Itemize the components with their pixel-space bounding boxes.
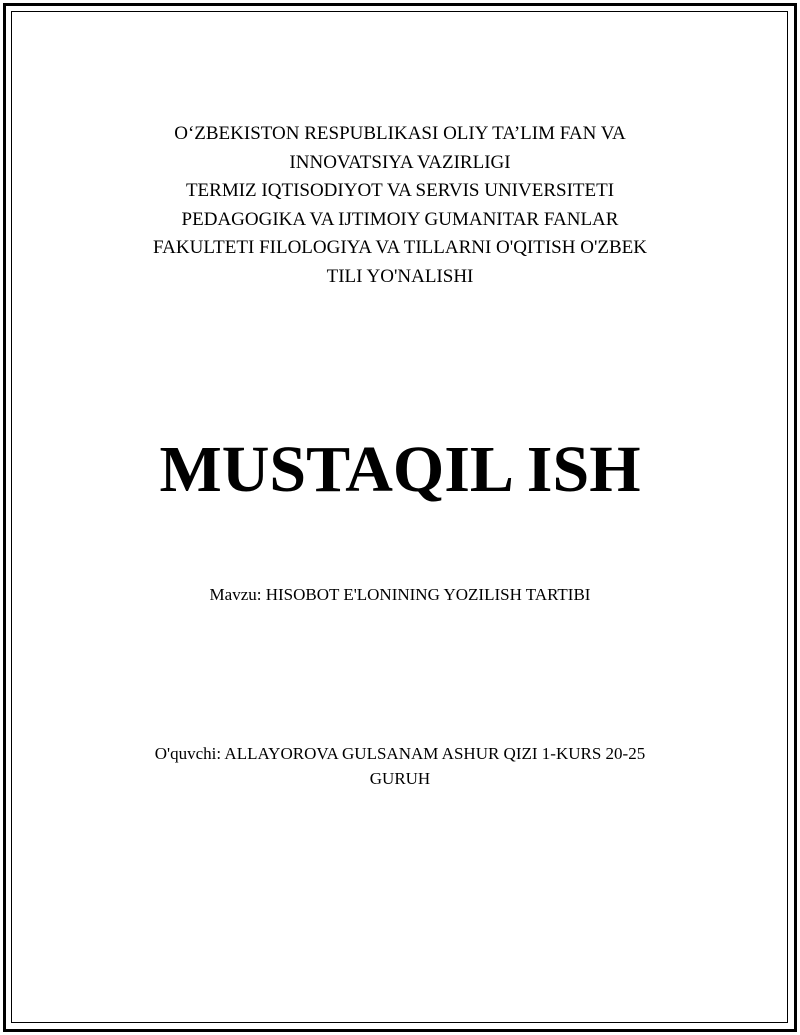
header-line: O‘ZBEKISTON RESPUBLIKASI OLIY TA’LIM FAN VA bbox=[174, 123, 626, 144]
document-title: MUSTAQIL ISH bbox=[159, 433, 641, 506]
student-line: GURUH bbox=[369, 769, 431, 788]
header-line: INNOVATSIYA VAZIRLIGI bbox=[289, 151, 511, 173]
institution-header bbox=[60, 120, 740, 291]
student-line: O'quvchi: ALLAYOROVA GULSANAM ASHUR QIZI 1-KURS 20-25 bbox=[154, 744, 646, 763]
header-line: TILI YO'NALISHI bbox=[326, 265, 474, 287]
header-line: PEDAGOGIKA VA IJTIMOIY GUMANITAR FANLAR bbox=[181, 208, 619, 230]
student-info bbox=[60, 741, 740, 791]
header-line: FAKULTETI FILOLOGIYA VA TILLARNI O'QITISH O'ZBEK bbox=[153, 237, 647, 258]
header-line: TERMIZ IQTISODIYOT VA SERVIS UNIVERSITETI bbox=[185, 180, 615, 201]
topic-line: Mavzu: HISOBOT E'LONINING YOZILISH TARTIBI bbox=[209, 585, 591, 604]
